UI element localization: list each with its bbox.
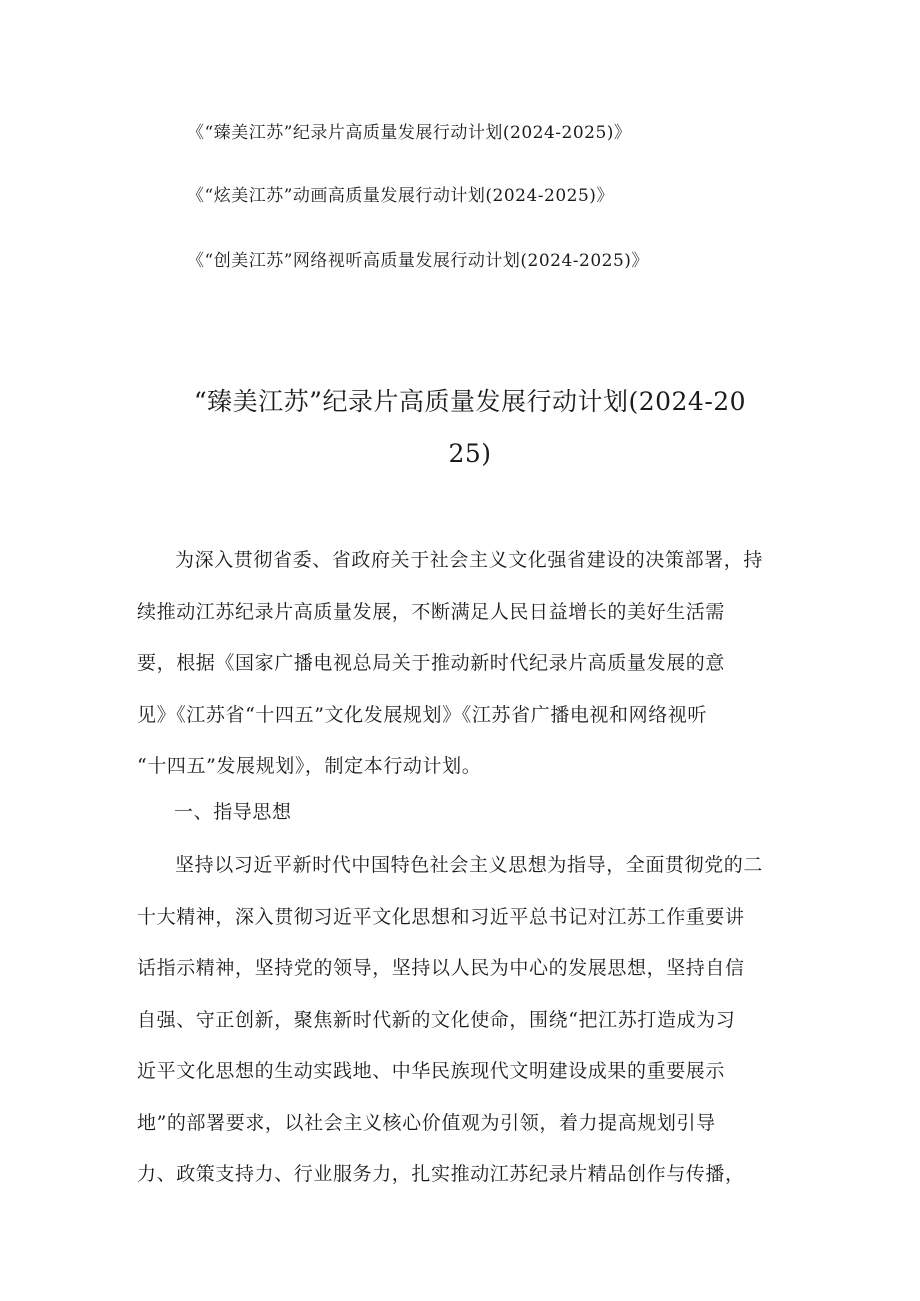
section-heading-guiding-ideology: 一、指导思想 [174, 801, 292, 823]
paragraph-line: 力、政策支持力、行业服务力，扎实推动江苏纪录片精品创作与传播， [137, 1163, 745, 1185]
intro-line: 为深入贯彻省委、省政府关于社会主义文化强省建设的决策部署，持 [175, 549, 764, 571]
document-title-line-1: “臻美江苏”纪录片高质量发展行动计划(2024-20 [193, 387, 747, 416]
toc-entry-documentary: 《“臻美江苏”纪录片高质量发展行动计划(2024-2025)》 [187, 123, 632, 143]
intro-line: “十四五”发展规划》，制定本行动计划。 [137, 755, 482, 777]
intro-line: 续推动江苏纪录片高质量发展，不断满足人民日益增长的美好生活需 [137, 600, 726, 623]
paragraph-line: 十大精神，深入贯彻习近平文化思想和习近平总书记对江苏工作重要讲 [137, 905, 745, 928]
paragraph-line: 话指示精神，坚持党的领导，坚持以人民为中心的发展思想，坚持自信 [137, 957, 745, 979]
intro-line: 见》《江苏省“十四五”文化发展规划》《江苏省广播电视和网络视听 [137, 703, 708, 726]
document-title-line-2: 25) [448, 439, 492, 468]
intro-paragraph [137, 535, 782, 793]
toc-entry-animation: 《“炫美江苏”动画高质量发展行动计划(2024-2025)》 [187, 186, 614, 206]
paragraph-line: 地”的部署要求，以社会主义核心价值观为引领，着力提高规划引导 [137, 1111, 716, 1134]
paragraph-line: 自强、守正创新，聚焦新时代新的文化使命，围绕“把江苏打造成为习 [137, 1008, 736, 1031]
toc-entry-online-audiovisual: 《“创美江苏”网络视听高质量发展行动计划(2024-2025)》 [187, 251, 649, 271]
paragraph-line: 近平文化思想的生动实践地、中华民族现代文明建设成果的重要展示 [137, 1060, 726, 1082]
document-title [140, 376, 800, 480]
intro-line: 要，根据《国家广播电视总局关于推动新时代纪录片高质量发展的意 [137, 652, 726, 674]
paragraph-line: 坚持以习近平新时代中国特色社会主义思想为指导，全面贯彻党的二 [175, 854, 764, 876]
section-1-paragraph [137, 840, 782, 1201]
